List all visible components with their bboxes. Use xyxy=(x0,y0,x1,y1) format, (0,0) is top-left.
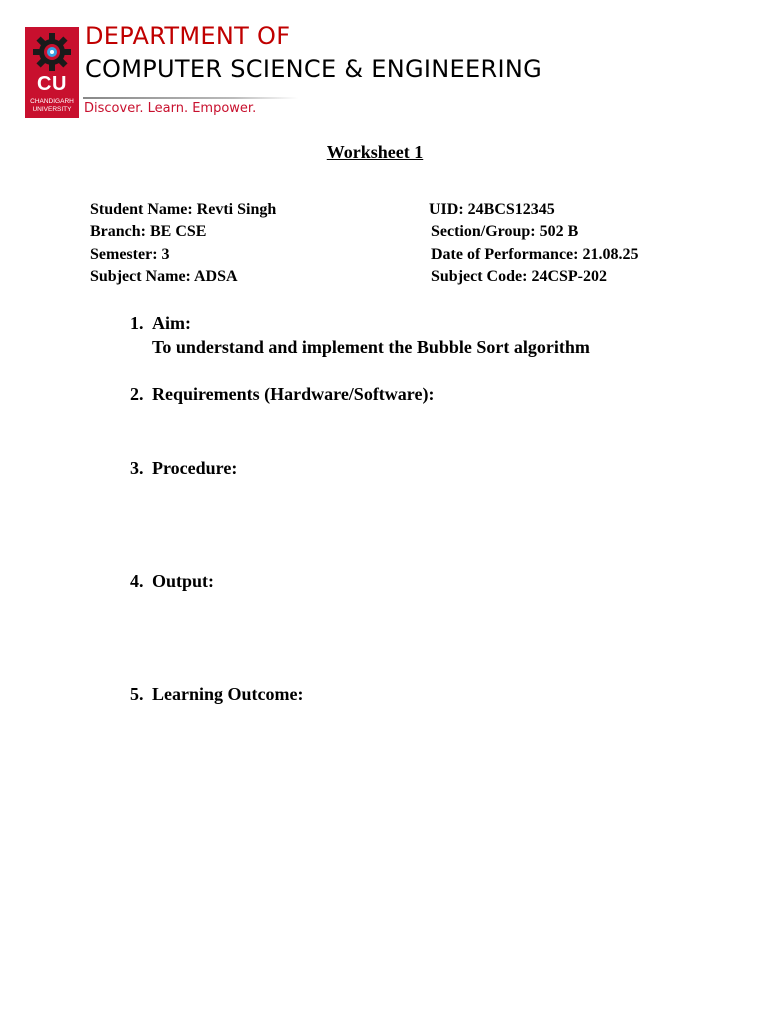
branch: Branch: BE CSE xyxy=(90,223,207,240)
section-heading: Aim: xyxy=(152,313,191,333)
section-number: 1. xyxy=(130,313,144,333)
department-subtitle: COMPUTER SCIENCE & ENGINEERING xyxy=(85,55,542,83)
university-logo xyxy=(25,27,79,118)
gear-emblem-icon xyxy=(31,31,73,73)
logo-initials: CU xyxy=(37,73,67,95)
subject-code: Subject Code: 24CSP-202 xyxy=(431,268,607,285)
section-procedure xyxy=(130,458,237,479)
section-heading: Requirements (Hardware/Software): xyxy=(152,384,435,404)
section-aim xyxy=(130,313,191,334)
section-heading: Learning Outcome: xyxy=(152,684,304,704)
section-output xyxy=(130,571,214,592)
student-uid: UID: 24BCS12345 xyxy=(429,201,555,218)
logo-university-name: CHANDIGARH UNIVERSITY xyxy=(30,98,74,113)
subject-name: Subject Name: ADSA xyxy=(90,268,238,285)
section-number: 3. xyxy=(130,458,144,478)
header-divider xyxy=(83,97,298,99)
section-number: 2. xyxy=(130,384,144,404)
section-heading: Output: xyxy=(152,571,215,591)
section-requirements xyxy=(130,384,434,405)
section-learning-outcome xyxy=(130,684,303,705)
department-title: DEPARTMENT OF xyxy=(85,22,291,50)
date-of-performance: Date of Performance: 21.08.25 xyxy=(431,246,639,263)
section-heading: Procedure: xyxy=(152,458,238,478)
section-group: Section/Group: 502 B xyxy=(431,223,579,240)
university-tagline: Discover. Learn. Empower. xyxy=(84,101,257,116)
student-name: Student Name: Revti Singh xyxy=(90,201,277,218)
section-number: 4. xyxy=(130,571,144,591)
section-number: 5. xyxy=(130,684,144,704)
worksheet-title: Worksheet 1 xyxy=(326,142,424,162)
aim-content: To understand and implement the Bubble Sort algorithm xyxy=(152,337,590,357)
semester: Semester: 3 xyxy=(90,246,170,263)
